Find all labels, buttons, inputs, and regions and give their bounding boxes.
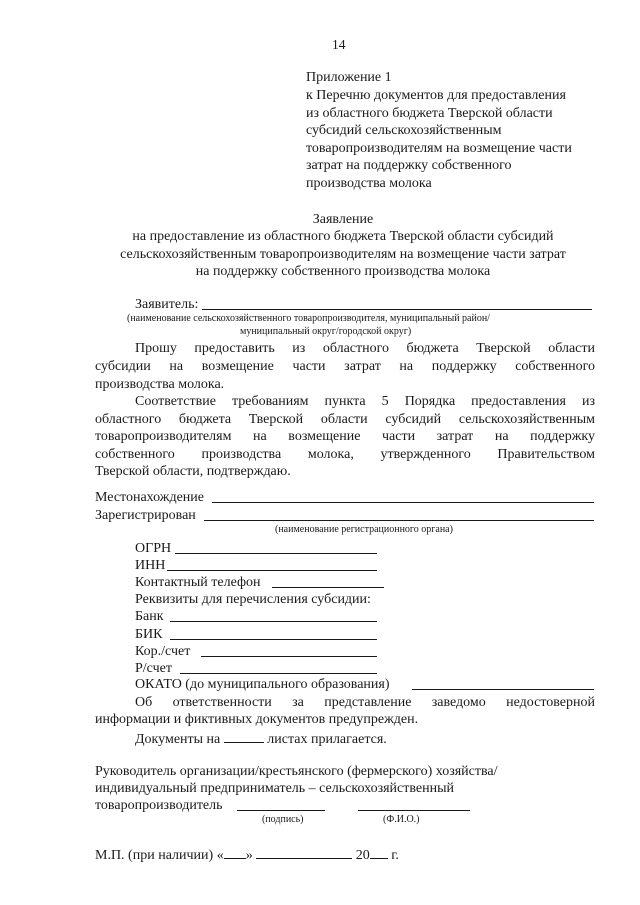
date-quote-open: « — [216, 848, 224, 863]
appendix-line: затрат на поддержку собственного — [306, 158, 512, 173]
signature-name-hint: (Ф.И.О.) — [383, 814, 420, 825]
signature-line: индивидуальный предприниматель – сельскохозяйственный — [95, 781, 454, 796]
bik-line — [170, 639, 377, 640]
compliance-line: Тверской области, подтверждаю. — [95, 464, 291, 479]
date-year-prefix: 20 — [355, 848, 370, 863]
applicant-line — [202, 309, 592, 310]
bank-line — [170, 621, 377, 622]
requisites-label: Реквизиты для перечисления субсидии: — [135, 592, 371, 607]
applicant-label: Заявитель: — [135, 297, 199, 312]
location-line — [212, 502, 594, 503]
title-heading: Заявление — [312, 212, 374, 227]
applicant-hint: муниципальный округ/городской округ) — [240, 326, 412, 337]
inn-line — [167, 570, 377, 571]
rs-line — [180, 673, 377, 674]
signature-sign-hint: (подпись) — [262, 814, 304, 825]
signature-name-line — [358, 810, 470, 811]
bik-label: БИК — [135, 627, 163, 642]
location-label: Местонахождение — [95, 490, 205, 505]
compliance-line: товаропроизводителям на возмещение части затрат на поддержку — [95, 429, 595, 444]
documents-line — [135, 729, 387, 749]
responsibility-line: информации и фиктивных документов предупрежден. — [95, 712, 419, 727]
compliance-line: Соответствие требованиям пункта 5 Порядка предоставления из — [135, 394, 595, 409]
appendix-line: к Перечню документов для предоставления — [306, 88, 566, 103]
date-year-suffix: г. — [391, 848, 399, 863]
appendix-line: производства молока — [306, 176, 432, 191]
date-year-blank — [370, 845, 388, 859]
registered-line — [204, 520, 594, 521]
documents-suffix: листах прилагается. — [267, 732, 387, 747]
kor-line — [201, 656, 377, 657]
rs-label: Р/счет — [135, 661, 172, 676]
compliance-line: областного бюджета Тверской области субсидий сельскохозяйственным — [95, 412, 595, 427]
signature-sign-line — [237, 810, 325, 811]
stamp-prefix: М.П. (при наличии) — [95, 848, 214, 863]
date-month-blank — [256, 845, 352, 859]
title-line: сельскохозяйственным товаропроизводителям на возмещение части затрат — [120, 247, 566, 262]
okato-label: ОКАТО (до муниципального образования) — [135, 677, 390, 692]
okato-line — [412, 689, 594, 690]
appendix-line: Приложение 1 — [306, 70, 392, 85]
date-quote-close: » — [245, 848, 253, 863]
documents-count-blank — [224, 729, 264, 743]
phone-line — [272, 587, 384, 588]
appendix-line: из областного бюджета Тверской области — [306, 106, 553, 121]
kor-label: Кор./счет — [135, 644, 191, 659]
title-line: на предоставление из областного бюджета Тверской области субсидий — [132, 229, 554, 244]
request-line: субсидии на возмещение части затрат на поддержку собственного — [95, 359, 595, 374]
signature-role: товаропроизводитель — [95, 798, 223, 813]
request-line: производства молока. — [95, 377, 225, 392]
inn-label: ИНН — [135, 558, 166, 573]
phone-label: Контактный телефон — [135, 575, 261, 590]
appendix-line: субсидий сельскохозяйственным — [306, 123, 502, 138]
request-line: Прошу предоставить из областного бюджета Тверской области — [135, 341, 595, 356]
ogrn-label: ОГРН — [135, 541, 172, 556]
appendix-line: товаропроизводителям на возмещение части — [306, 141, 572, 156]
applicant-hint: (наименование сельскохозяйственного товаропроизводителя, муниципальный район/ — [127, 313, 490, 324]
registered-label: Зарегистрирован — [95, 508, 196, 523]
signature-line: Руководитель организации/крестьянского (фермерского) хозяйства/ — [95, 764, 498, 779]
registered-hint: (наименование регистрационного органа) — [275, 524, 453, 535]
responsibility-line: Об ответственности за представление заведомо недостоверной — [135, 695, 595, 710]
documents-prefix: Документы на — [135, 732, 221, 747]
page-number: 14 — [332, 37, 346, 52]
ogrn-line — [175, 553, 377, 554]
compliance-line: собственного производства молока, утвержденного Правительством — [95, 447, 595, 462]
title-line: на поддержку собственного производства молока — [195, 264, 491, 279]
bank-label: Банк — [135, 609, 164, 624]
date-day-blank — [224, 845, 246, 859]
stamp-line — [95, 845, 399, 865]
